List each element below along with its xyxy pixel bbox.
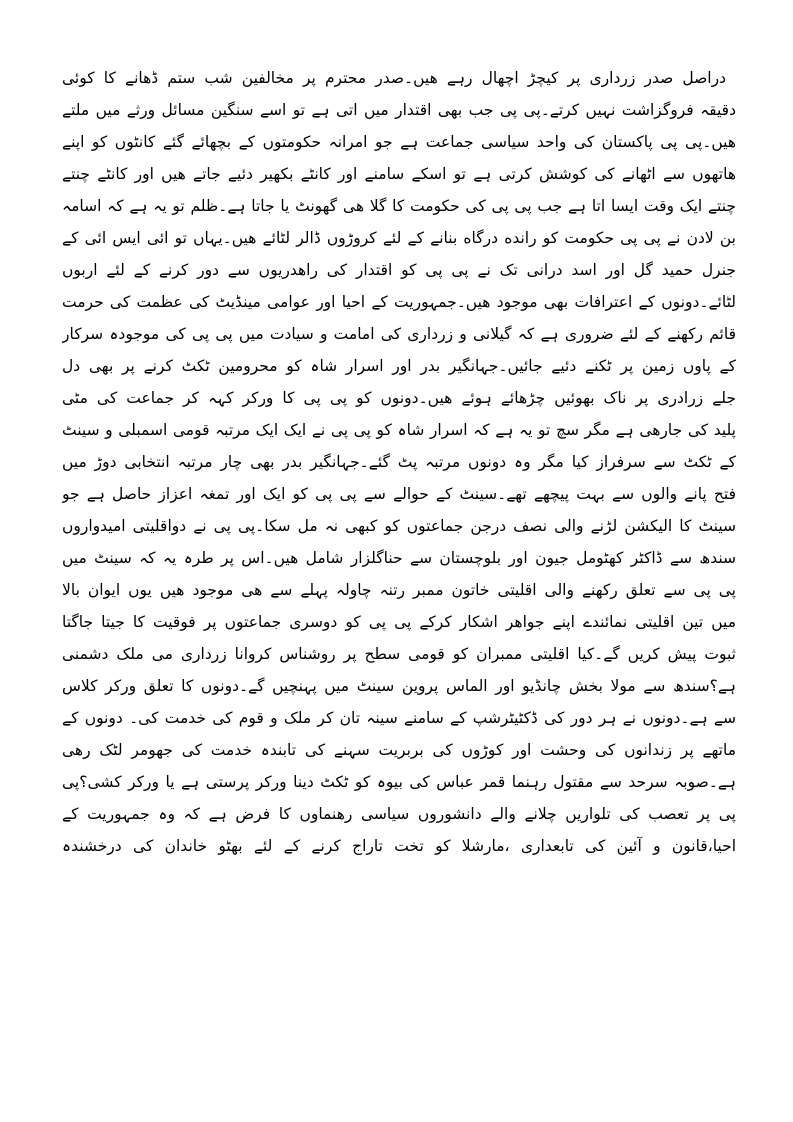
text-line-15: سینٹ کا الیکشن لڑنے والی نصف درجن جماعتوں کو کبھی نہ مل سکا۔پی پی نے دواقلیتی امیدواروں xyxy=(62,517,736,535)
text-line-20: ہے؟سندھ سے مولا بخش چانڈیو اور الماس پروین سینٹ میں پہنچیں گے۔دونوں کا تعلق ورکر کلاس xyxy=(62,677,736,695)
text-line-21: سے ہے۔دونوں نے ہر دور کی ڈکٹیٹرشپ کے سامنے سینہ تان کر ملک و قوم کی خدمت کی۔ دونوں کے xyxy=(62,709,736,727)
text-line-11: جلے زرادری پر ناک بھوئیں چڑھائے ہوئے ھیں۔دونوں کو پی پی کا ورکر کہہ کر جماعت کی مٹی xyxy=(62,389,736,407)
text-line-6: بن لادن نے پی پی حکومت کو رانده درگاه بنانے کے لئے کروڑوں ڈالر لٹائے ھیں۔یہاں تو ائی ایس ائی کے xyxy=(62,229,736,247)
text-line-7: جنرل حمید گل اور اسد درانی تک نے پی پی کو اقتدار کی راھدریوں سے دور کرنے کے لئے اربوں xyxy=(62,261,736,279)
text-line-25: احیا،قانون و آئین کی تابعداری ،مارشلا کو تخت تاراج کرنے کے لئے بھٹو خاندان کی درخشندہ xyxy=(62,837,736,855)
text-line-19: ثبوت پیش کریں گے۔کیا اقلیتی ممبران کو قومی سطح پر روشناس کروانا زرداری می ملک دشمنی xyxy=(62,645,736,663)
text-line-9: قائم رکھنے کے لئے ضروری ہے کہ گیلانی و زرداری کی امامت و سیادت میں پی پی کی موجودہ سرکار xyxy=(62,325,736,343)
text-line-22: ماتھے پر زندانوں کی وحشت اور کوڑوں کی بربریت سہنے کی تابندہ خدمت کی جھومر لٹک رھی xyxy=(62,741,736,759)
text-line-13: کے ٹکٹ سے سرفراز کیا مگر وہ دونوں مرتبہ پٹ گئے۔جہانگیر بدر بھی چار مرتبہ انتخابی دوڑ میں xyxy=(62,453,736,471)
text-line-23: ہے۔صوبہ سرحد سے مقتول رہنما قمر عباس کی بیوہ کو ٹکٹ دینا ورکر پرستی ہے یا ورکر کشی؟پی xyxy=(62,773,736,791)
article-body xyxy=(62,62,736,862)
text-line-5: چنتے ایک وقت ایسا اتا ہے جب پی پی کی حکومت کا گلا ھی گھونٹ یا جاتا ہے۔ظلم تو یہ ہے کہ اسامہ xyxy=(62,197,736,215)
text-line-18: میں تین اقلیتی نمائندے اپنے جواھر اشکار کرکے پی پی کو دوسری جماعتوں پر فوقیت کا جیتا جاگتا xyxy=(62,613,736,631)
text-line-17: پی پی سے تعلق رکھنے والی اقلیتی خاتون ممبر رتنہ چاولہ پہلے سے ھی موجود ھیں یوں ایوان بالا xyxy=(62,581,736,599)
text-line-3: ھیں۔پی پی پاکستان کی واحد سیاسی جماعت ہے جو امرانہ حکومتوں کے بچھائے گئے کانٹوں کو اپنے xyxy=(62,133,736,151)
text-line-2: دقیقہ فروگزاشت نہیں کرتے۔پی پی جب بھی اقتدار میں اتی ہے تو اسے سنگین مسائل ورثے میں ملتے xyxy=(62,101,736,119)
text-line-4: ھاتھوں سے اٹھانے کی کوشش کرتی ہے تو اسکے سامنے اور کانٹے بکھیر دئیے جاتے ھیں اور کانٹے چنتے xyxy=(62,165,736,183)
text-line-14: فتح پانے والوں سے بہت پیچھے تھے۔سینٹ کے حوالے سے پی پی کو ایک اور تمغہ اعزاز حاصل ہے جو xyxy=(62,485,736,503)
text-line-12: پلید کی جارھی ہے مگر سچ تو یہ ہے کہ اسرار شاہ کو پی پی نے ایک ایک مرتبہ قومی اسمبلی و سینٹ xyxy=(62,421,736,439)
text-line-1: دراصل صدر زرداری پر کیچڑ اچھال رہے ھیں۔صدر محترم پر مخالفین شب ستم ڈھانے کا کوئی xyxy=(62,69,726,87)
text-line-16: سندھ سے ڈاکٹر کھٹومل جیون اور بلوچستان سے حناگلزار شامل ھیں۔اس پر طرہ یہ کہ سینٹ میں xyxy=(62,549,736,567)
text-line-10: کے پاوں زمین پر ٹکنے دئیے جائیں۔جہانگیر بدر اور اسرار شاہ کو محرومین ٹکٹ کرنے پر بھی دل xyxy=(62,357,736,375)
text-line-8: لٹائے۔دونوں کے اعترافات بھی موجود ھیں۔جمہوریت کے احیا اور عوامی مینڈیٹ کی عظمت کی حرمت xyxy=(62,293,736,311)
text-line-24: پی پر تعصب کی تلواریں چلانے والے دانشوروں سیاسی رھنماوں کا فرض ہے کہ وہ جمہوریت کے xyxy=(62,805,736,823)
